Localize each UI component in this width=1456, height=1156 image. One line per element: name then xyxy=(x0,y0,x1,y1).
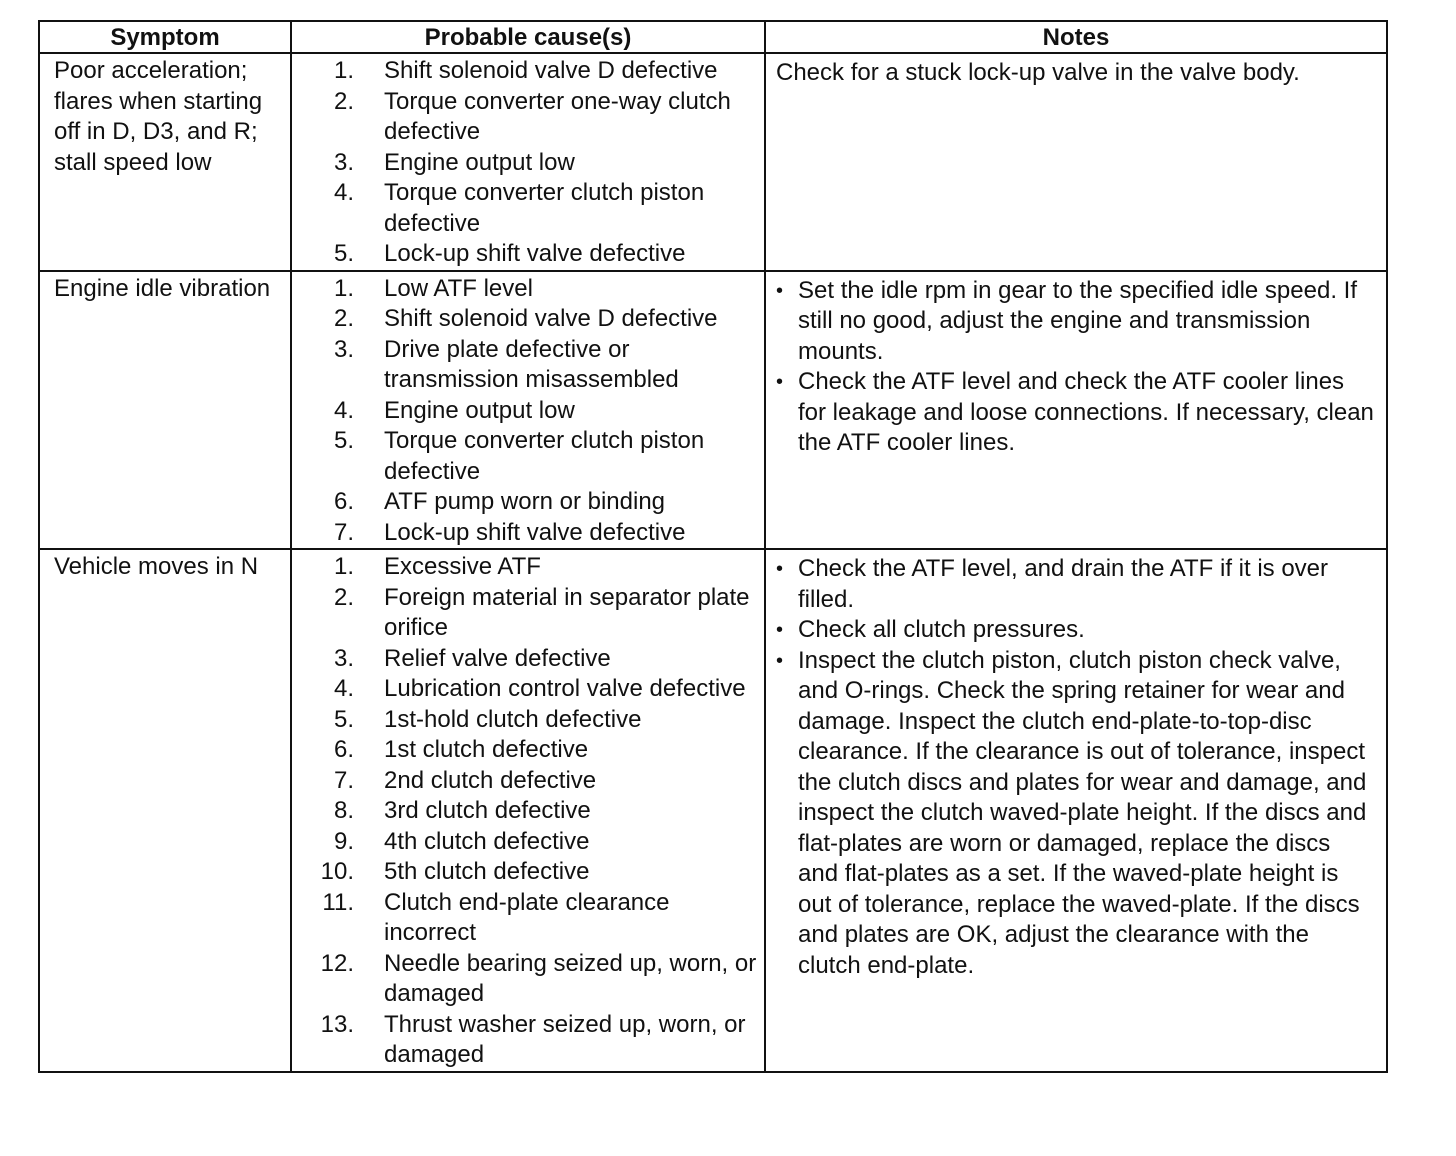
note-text: Check the ATF level, and drain the ATF if it is over filled. xyxy=(798,555,1329,613)
causes-cell xyxy=(291,53,765,271)
note-text: Check all clutch pressures. xyxy=(798,616,1085,643)
causes-cell xyxy=(291,549,765,1072)
cause-number: 5. xyxy=(333,240,354,267)
cause-item xyxy=(296,766,758,797)
note-item xyxy=(776,646,1376,982)
cause-text: Foreign material in separator plate orifice xyxy=(384,583,750,641)
cause-number: 9. xyxy=(333,827,354,855)
cause-text: Excessive ATF xyxy=(384,553,541,580)
cause-number: 4. xyxy=(333,396,354,424)
table-row xyxy=(39,53,1387,271)
note-item xyxy=(776,615,1376,646)
cause-item xyxy=(296,274,758,305)
bullet-icon: • xyxy=(776,371,784,393)
cause-item xyxy=(296,583,758,644)
cause-text: Torque converter clutch piston defective xyxy=(384,427,705,485)
bullet-icon: • xyxy=(776,558,784,580)
cause-item xyxy=(296,888,758,949)
cause-text: 2nd clutch defective xyxy=(384,766,597,794)
cause-text: Low ATF level xyxy=(384,274,533,302)
cause-text: 5th clutch defective xyxy=(384,858,590,885)
cause-number: 6. xyxy=(333,488,354,515)
cause-text: Thrust washer seized up, worn, or damaged xyxy=(384,1010,746,1068)
cause-text: Needle bearing seized up, worn, or damaged xyxy=(384,949,757,1007)
cause-number: 1. xyxy=(333,57,354,84)
cause-item xyxy=(296,1010,758,1071)
cause-text: Engine output low xyxy=(384,396,575,424)
table-row xyxy=(39,271,1387,550)
cause-number: 1. xyxy=(333,553,354,580)
cause-number: 6. xyxy=(333,736,354,763)
cause-item xyxy=(296,518,758,549)
symptom-cell: Poor acceleration; flares when starting off in D, D3, and R; stall speed low xyxy=(39,53,291,271)
cause-number: 2. xyxy=(333,305,354,332)
cause-item xyxy=(296,705,758,736)
symptom-cell: Vehicle moves in N xyxy=(39,549,291,1072)
note-list xyxy=(776,554,1376,981)
cause-item xyxy=(296,949,758,1010)
cause-number: 3. xyxy=(333,335,354,363)
cause-item xyxy=(296,426,758,487)
bullet-icon: • xyxy=(776,649,784,672)
cause-text: Shift solenoid valve D defective xyxy=(384,305,718,332)
cause-number: 4. xyxy=(333,179,354,206)
cause-text: Lock-up shift valve defective xyxy=(384,518,686,546)
header-row xyxy=(39,21,1387,53)
bullet-icon: • xyxy=(776,279,784,302)
cause-item xyxy=(296,552,758,583)
cause-number: 8. xyxy=(333,797,354,824)
table-row xyxy=(39,549,1387,1072)
note-item xyxy=(776,367,1376,459)
cause-text: Torque converter clutch piston defective xyxy=(384,179,705,237)
cause-text: 3rd clutch defective xyxy=(384,797,591,824)
cause-text: Lubrication control valve defective xyxy=(384,675,746,702)
header-symptom: Symptom xyxy=(39,21,291,53)
cause-list xyxy=(296,274,758,549)
cause-item xyxy=(296,674,758,705)
cause-number: 3. xyxy=(333,148,354,176)
cause-number: 3. xyxy=(333,644,354,672)
header-probable-causes: Probable cause(s) xyxy=(291,21,765,53)
note-list xyxy=(776,276,1376,459)
cause-number: 13. xyxy=(320,1010,354,1038)
cause-number: 10. xyxy=(320,858,354,885)
cause-text: Relief valve defective xyxy=(384,644,611,672)
note-text: Inspect the clutch piston, clutch piston check valve, and O-rings. Check the spring retainer for wear and damage. Inspect the clutch end-plate-to-top-disc clearance. If the clearance is out of tolerance, inspect the clutch discs and plates for wear and damage, and inspect the clutch waved-plate height. If the discs and flat-plates are worn or damaged, replace the discs and flat-plates as a set. If the waved-plate height is out of tolerance, replace the waved-plate. If the discs and plates are OK, adjust the clearance with the clutch end-plate. xyxy=(798,646,1367,979)
cause-text: ATF pump worn or binding xyxy=(384,488,666,515)
notes-cell xyxy=(765,549,1387,1072)
note-text: Check for a stuck lock-up valve in the valve body. xyxy=(776,59,1300,86)
cause-text: Lock-up shift valve defective xyxy=(384,240,686,267)
cause-item xyxy=(296,335,758,396)
cause-item xyxy=(296,148,758,179)
cause-item xyxy=(296,239,758,270)
cause-number: 1. xyxy=(333,274,354,302)
notes-cell xyxy=(765,271,1387,550)
symptom-cell: Engine idle vibration xyxy=(39,271,291,550)
cause-text: Drive plate defective or transmission misassembled xyxy=(384,335,679,393)
cause-number: 2. xyxy=(333,87,354,115)
cause-text: 4th clutch defective xyxy=(384,827,590,855)
cause-number: 5. xyxy=(333,427,354,454)
cause-item xyxy=(296,735,758,766)
cause-text: 1st clutch defective xyxy=(384,736,589,763)
cause-number: 4. xyxy=(333,675,354,702)
cause-list xyxy=(296,56,758,270)
cause-text: Clutch end-plate clearance incorrect xyxy=(384,888,670,946)
troubleshooting-table xyxy=(38,20,1388,1073)
cause-number: 5. xyxy=(333,705,354,733)
cause-item xyxy=(296,178,758,239)
cause-item xyxy=(296,396,758,427)
cause-number: 11. xyxy=(322,888,354,916)
note-item xyxy=(776,276,1376,368)
notes-cell xyxy=(765,53,1387,271)
cause-item xyxy=(296,796,758,827)
header-notes: Notes xyxy=(765,21,1387,53)
cause-item xyxy=(296,87,758,148)
note-item xyxy=(776,554,1376,615)
causes-cell xyxy=(291,271,765,550)
cause-item xyxy=(296,644,758,675)
note-text: Set the idle rpm in gear to the specified idle speed. If still no good, adjust the engine and transmission mounts. xyxy=(798,276,1357,365)
cause-item xyxy=(296,827,758,858)
cause-text: Torque converter one-way clutch defective xyxy=(384,87,731,145)
cause-text: Shift solenoid valve D defective xyxy=(384,57,718,84)
cause-list xyxy=(296,552,758,1071)
bullet-icon: • xyxy=(776,619,784,641)
cause-item xyxy=(296,304,758,335)
cause-number: 12. xyxy=(320,949,354,977)
note-text: Check the ATF level and check the ATF cooler lines for leakage and loose connections. If necessary, clean the ATF cooler lines. xyxy=(798,368,1374,456)
cause-item xyxy=(296,487,758,518)
cause-item xyxy=(296,56,758,87)
cause-number: 7. xyxy=(333,766,354,794)
cause-text: Engine output low xyxy=(384,148,575,176)
cause-item xyxy=(296,857,758,888)
cause-text: 1st-hold clutch defective xyxy=(384,705,642,733)
cause-number: 7. xyxy=(333,518,354,546)
cause-number: 2. xyxy=(333,583,354,611)
